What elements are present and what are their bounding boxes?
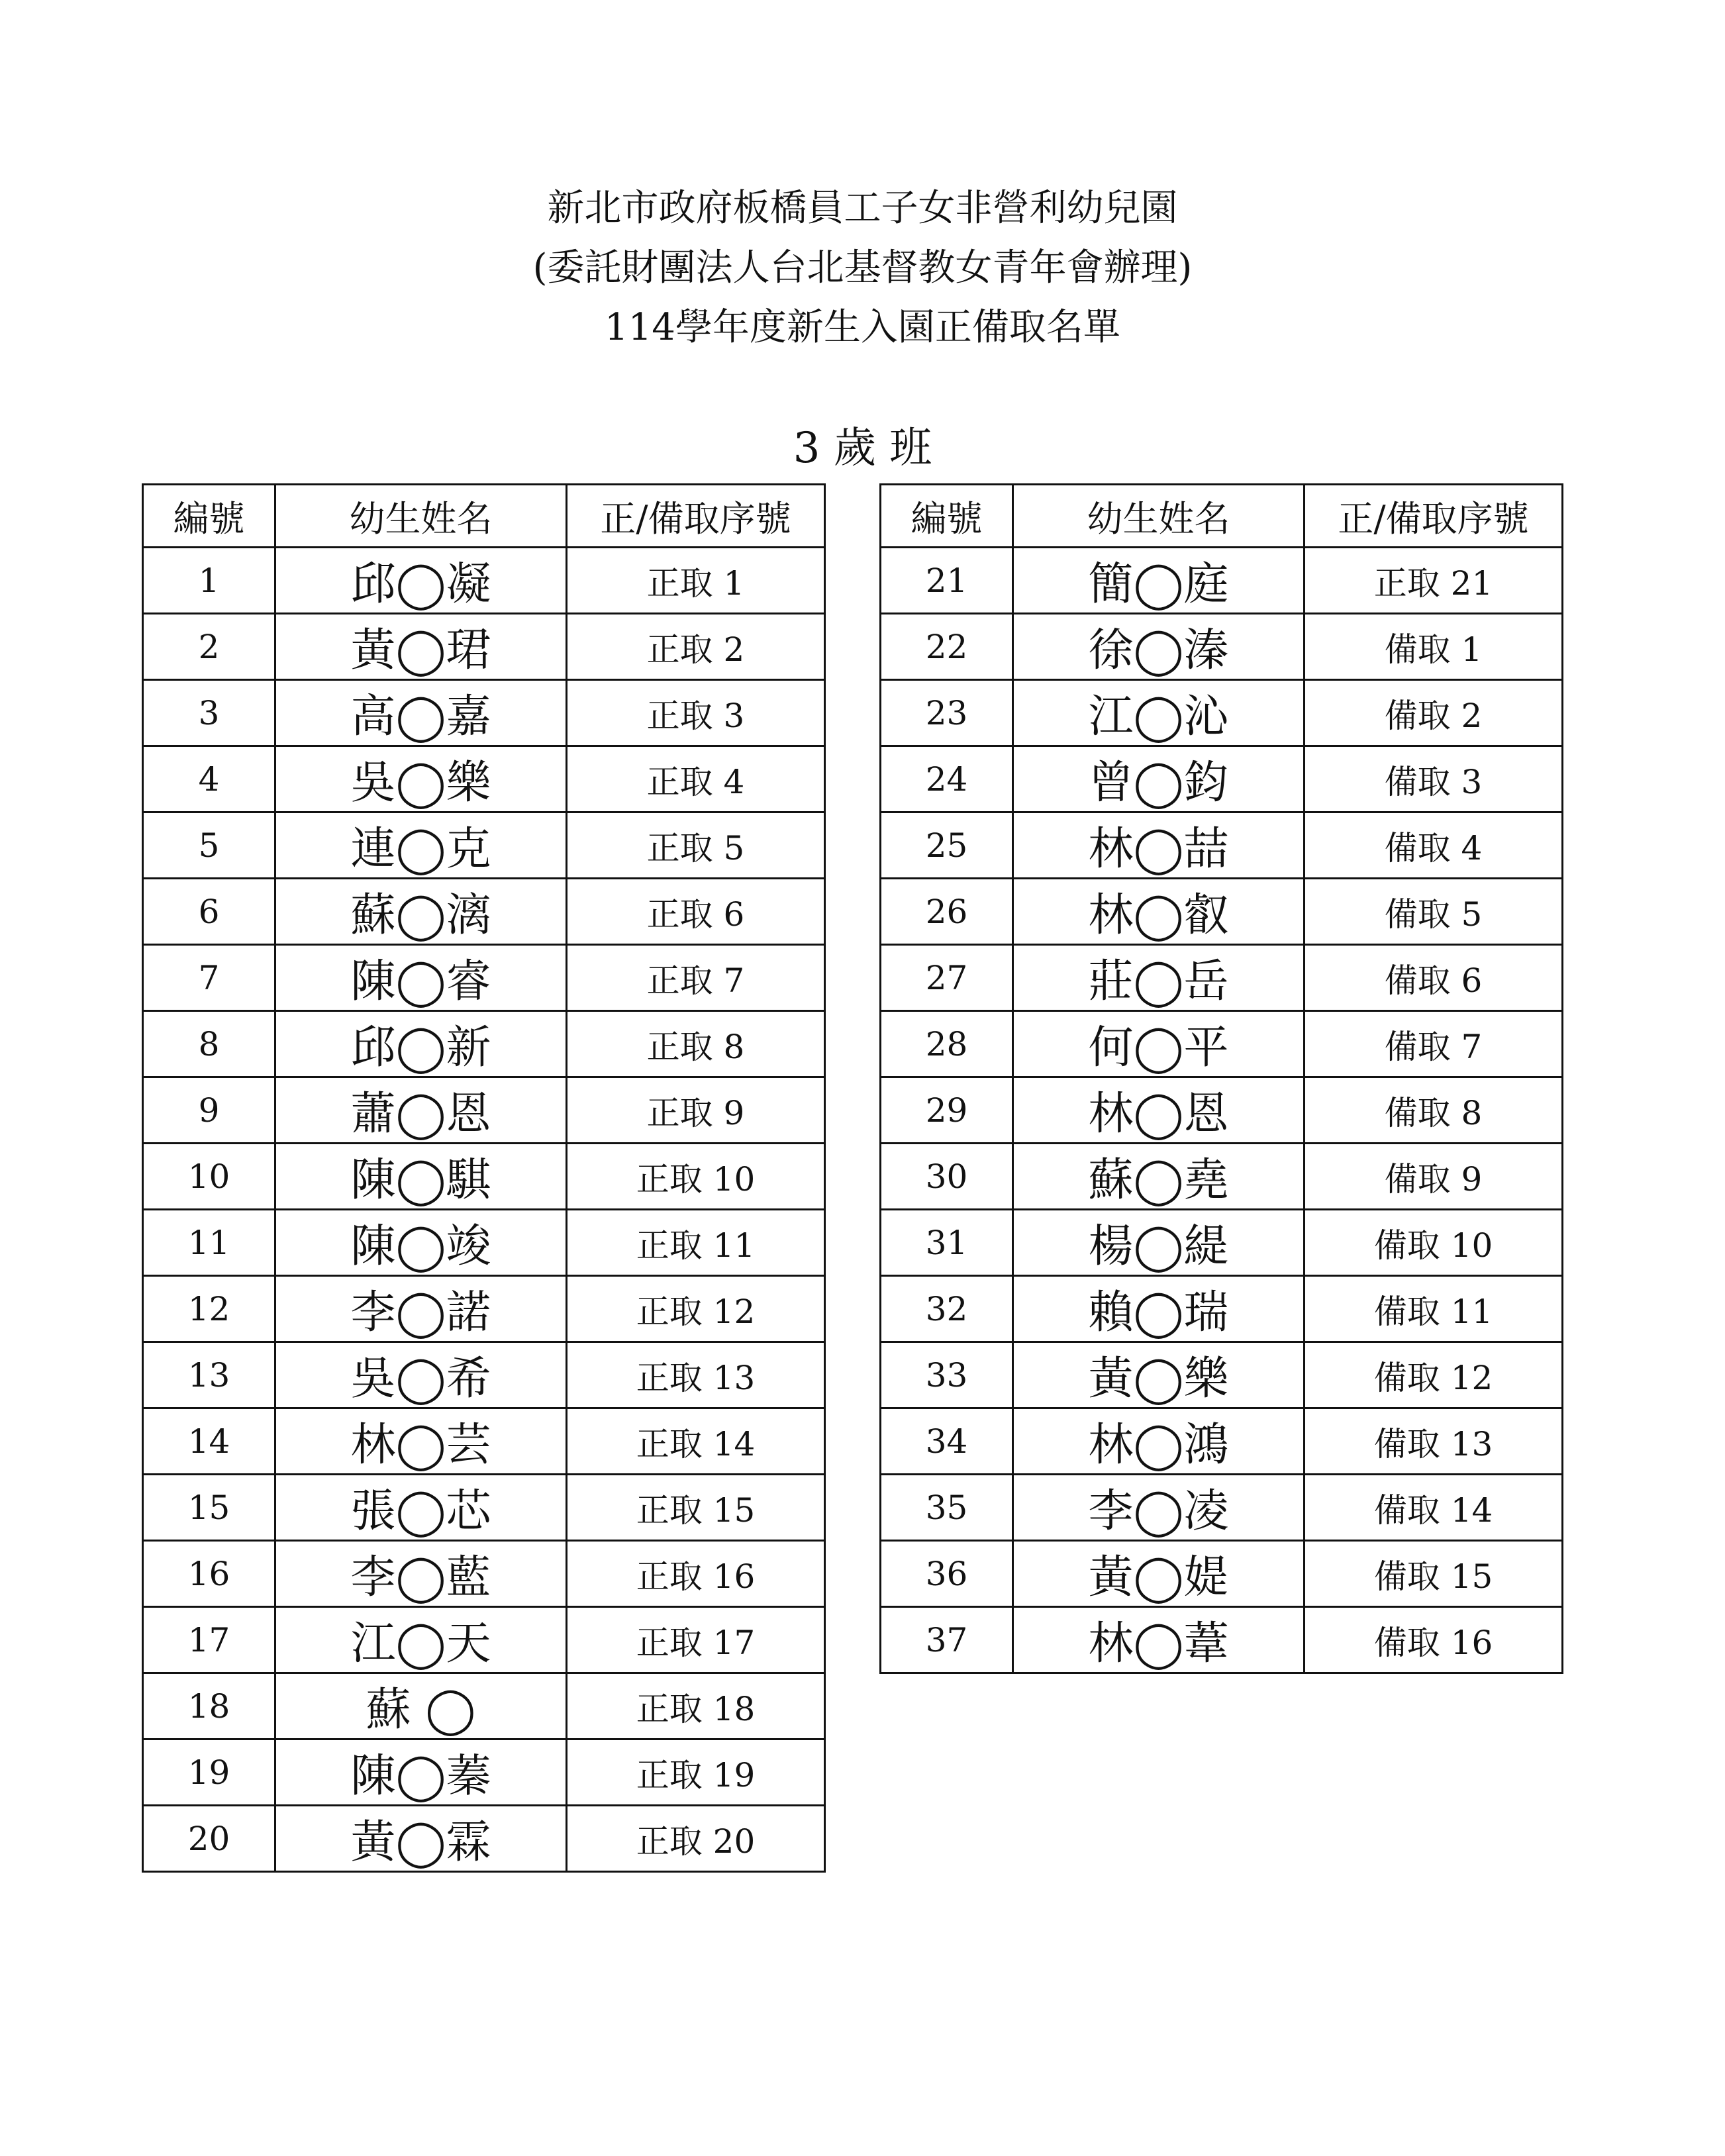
cell-admission-status: 備取 1 [1305, 614, 1563, 680]
table-row [143, 1011, 825, 1077]
cell-admission-status: 正取 15 [567, 1475, 825, 1541]
cell-child-name: 黃◯霖 [275, 1806, 567, 1872]
cell-child-name: 曾◯鈞 [1013, 746, 1305, 812]
table-row [881, 879, 1563, 945]
table-row [881, 1210, 1563, 1276]
cell-number: 4 [143, 746, 275, 812]
cell-child-name: 蕭◯恩 [275, 1077, 567, 1144]
cell-number: 28 [881, 1011, 1013, 1077]
table-row [143, 1210, 825, 1276]
cell-admission-status: 正取 2 [567, 614, 825, 680]
cell-child-name: 邱◯新 [275, 1011, 567, 1077]
cell-number: 11 [143, 1210, 275, 1276]
cell-child-name: 何◯平 [1013, 1011, 1305, 1077]
cell-admission-status: 備取 15 [1305, 1541, 1563, 1607]
cell-child-name: 林◯葦 [1013, 1607, 1305, 1673]
cell-child-name: 吳◯樂 [275, 746, 567, 812]
cell-admission-status: 備取 8 [1305, 1077, 1563, 1144]
cell-number: 29 [881, 1077, 1013, 1144]
cell-child-name: 蘇◯堯 [1013, 1144, 1305, 1210]
cell-admission-status: 正取 12 [567, 1276, 825, 1342]
cell-admission-status: 備取 14 [1305, 1475, 1563, 1541]
cell-admission-status: 正取 1 [567, 548, 825, 614]
cell-number: 26 [881, 879, 1013, 945]
cell-admission-status: 正取 8 [567, 1011, 825, 1077]
cell-admission-status: 備取 6 [1305, 945, 1563, 1011]
cell-number: 36 [881, 1541, 1013, 1607]
cell-number: 21 [881, 548, 1013, 614]
cell-number: 9 [143, 1077, 275, 1144]
column-header-number: 編號 [143, 485, 275, 548]
cell-child-name: 李◯藍 [275, 1541, 567, 1607]
roster-table-left [142, 483, 826, 1873]
table-row [881, 1011, 1563, 1077]
cell-child-name: 李◯諾 [275, 1276, 567, 1342]
cell-number: 13 [143, 1342, 275, 1408]
table-row [143, 1740, 825, 1806]
cell-number: 27 [881, 945, 1013, 1011]
table-row [881, 1475, 1563, 1541]
cell-number: 12 [143, 1276, 275, 1342]
cell-number: 17 [143, 1607, 275, 1673]
cell-number: 16 [143, 1541, 275, 1607]
cell-admission-status: 備取 16 [1305, 1607, 1563, 1673]
roster-table-right [879, 483, 1563, 1674]
cell-child-name: 徐◯溱 [1013, 614, 1305, 680]
table-row [143, 680, 825, 746]
table-row [143, 1806, 825, 1872]
table-header-row [881, 485, 1563, 548]
cell-number: 19 [143, 1740, 275, 1806]
cell-admission-status: 正取 17 [567, 1607, 825, 1673]
cell-admission-status: 備取 13 [1305, 1408, 1563, 1475]
cell-admission-status: 正取 10 [567, 1144, 825, 1210]
cell-number: 7 [143, 945, 275, 1011]
table-row [881, 746, 1563, 812]
column-header-status: 正/備取序號 [567, 485, 825, 548]
cell-child-name: 吳◯希 [275, 1342, 567, 1408]
cell-child-name: 林◯叡 [1013, 879, 1305, 945]
table-row [881, 1276, 1563, 1342]
column-header-status: 正/備取序號 [1305, 485, 1563, 548]
cell-number: 2 [143, 614, 275, 680]
cell-child-name: 楊◯緹 [1013, 1210, 1305, 1276]
cell-number: 18 [143, 1673, 275, 1740]
table-row [881, 1342, 1563, 1408]
cell-child-name: 林◯恩 [1013, 1077, 1305, 1144]
table-row [881, 614, 1563, 680]
cell-child-name: 陳◯騏 [275, 1144, 567, 1210]
cell-child-name: 黃◯珺 [275, 614, 567, 680]
table-row [881, 812, 1563, 879]
cell-number: 5 [143, 812, 275, 879]
cell-number: 1 [143, 548, 275, 614]
cell-number: 24 [881, 746, 1013, 812]
cell-number: 23 [881, 680, 1013, 746]
cell-admission-status: 正取 4 [567, 746, 825, 812]
cell-number: 20 [143, 1806, 275, 1872]
cell-child-name: 莊◯岳 [1013, 945, 1305, 1011]
cell-number: 8 [143, 1011, 275, 1077]
cell-child-name: 林◯鴻 [1013, 1408, 1305, 1475]
table-row [881, 1077, 1563, 1144]
cell-admission-status: 備取 12 [1305, 1342, 1563, 1408]
cell-number: 34 [881, 1408, 1013, 1475]
list-title: 114學年度新生入園正備取名單 [605, 306, 1120, 349]
table-row [881, 945, 1563, 1011]
cell-admission-status: 正取 14 [567, 1408, 825, 1475]
table-row [881, 1144, 1563, 1210]
cell-admission-status: 正取 20 [567, 1806, 825, 1872]
school-name: 新北市政府板橋員工子女非營利幼兒園 [547, 187, 1178, 230]
table-row [143, 1408, 825, 1475]
cell-child-name: 邱◯凝 [275, 548, 567, 614]
cell-child-name: 林◯芸 [275, 1408, 567, 1475]
table-row [143, 1673, 825, 1740]
cell-child-name: 賴◯瑞 [1013, 1276, 1305, 1342]
table-row [143, 1342, 825, 1408]
cell-number: 22 [881, 614, 1013, 680]
cell-number: 25 [881, 812, 1013, 879]
table-row [881, 1408, 1563, 1475]
cell-admission-status: 備取 2 [1305, 680, 1563, 746]
cell-admission-status: 正取 5 [567, 812, 825, 879]
cell-admission-status: 正取 11 [567, 1210, 825, 1276]
cell-admission-status: 正取 21 [1305, 548, 1563, 614]
table-row [143, 879, 825, 945]
cell-admission-status: 正取 19 [567, 1740, 825, 1806]
cell-child-name: 李◯凌 [1013, 1475, 1305, 1541]
cell-admission-status: 正取 6 [567, 879, 825, 945]
table-row [143, 812, 825, 879]
roster-body-right [881, 548, 1563, 1673]
table-row [143, 1607, 825, 1673]
table-row [881, 680, 1563, 746]
column-header-name: 幼生姓名 [1013, 485, 1305, 548]
cell-child-name: 陳◯竣 [275, 1210, 567, 1276]
document-header [0, 179, 1725, 358]
cell-admission-status: 備取 11 [1305, 1276, 1563, 1342]
cell-admission-status: 備取 5 [1305, 879, 1563, 945]
cell-child-name: 黃◯樂 [1013, 1342, 1305, 1408]
cell-admission-status: 正取 7 [567, 945, 825, 1011]
cell-child-name: 高◯嘉 [275, 680, 567, 746]
cell-number: 15 [143, 1475, 275, 1541]
cell-number: 3 [143, 680, 275, 746]
table-row [881, 1541, 1563, 1607]
cell-number: 14 [143, 1408, 275, 1475]
cell-admission-status: 備取 7 [1305, 1011, 1563, 1077]
cell-admission-status: 正取 13 [567, 1342, 825, 1408]
table-row [143, 548, 825, 614]
cell-admission-status: 備取 4 [1305, 812, 1563, 879]
table-row [881, 548, 1563, 614]
cell-admission-status: 備取 10 [1305, 1210, 1563, 1276]
cell-child-name: 江◯沁 [1013, 680, 1305, 746]
cell-admission-status: 正取 16 [567, 1541, 825, 1607]
cell-number: 30 [881, 1144, 1013, 1210]
cell-child-name: 江◯天 [275, 1607, 567, 1673]
cell-number: 31 [881, 1210, 1013, 1276]
table-row [143, 614, 825, 680]
class-title: 3 歲 班 [793, 424, 932, 473]
cell-child-name: 陳◯睿 [275, 945, 567, 1011]
cell-child-name: 陳◯蓁 [275, 1740, 567, 1806]
table-row [143, 945, 825, 1011]
operator-note: (委託財團法人台北基督教女青年會辦理) [532, 246, 1193, 289]
table-row [143, 746, 825, 812]
cell-child-name: 簡◯庭 [1013, 548, 1305, 614]
table-row [143, 1276, 825, 1342]
column-header-number: 編號 [881, 485, 1013, 548]
cell-number: 37 [881, 1607, 1013, 1673]
cell-child-name: 黃◯媞 [1013, 1541, 1305, 1607]
table-row [143, 1475, 825, 1541]
cell-number: 35 [881, 1475, 1013, 1541]
cell-number: 10 [143, 1144, 275, 1210]
cell-number: 33 [881, 1342, 1013, 1408]
table-row [881, 1607, 1563, 1673]
cell-child-name: 蘇◯漓 [275, 879, 567, 945]
table-row [143, 1077, 825, 1144]
cell-child-name: 張◯芯 [275, 1475, 567, 1541]
table-row [143, 1541, 825, 1607]
cell-child-name: 連◯克 [275, 812, 567, 879]
cell-child-name: 蘇 ◯ [275, 1673, 567, 1740]
cell-admission-status: 正取 9 [567, 1077, 825, 1144]
table-row [143, 1144, 825, 1210]
roster-body-left [143, 548, 825, 1872]
cell-number: 32 [881, 1276, 1013, 1342]
cell-number: 6 [143, 879, 275, 945]
column-header-name: 幼生姓名 [275, 485, 567, 548]
cell-admission-status: 備取 9 [1305, 1144, 1563, 1210]
cell-child-name: 林◯喆 [1013, 812, 1305, 879]
cell-admission-status: 正取 18 [567, 1673, 825, 1740]
cell-admission-status: 備取 3 [1305, 746, 1563, 812]
cell-admission-status: 正取 3 [567, 680, 825, 746]
table-header-row [143, 485, 825, 548]
